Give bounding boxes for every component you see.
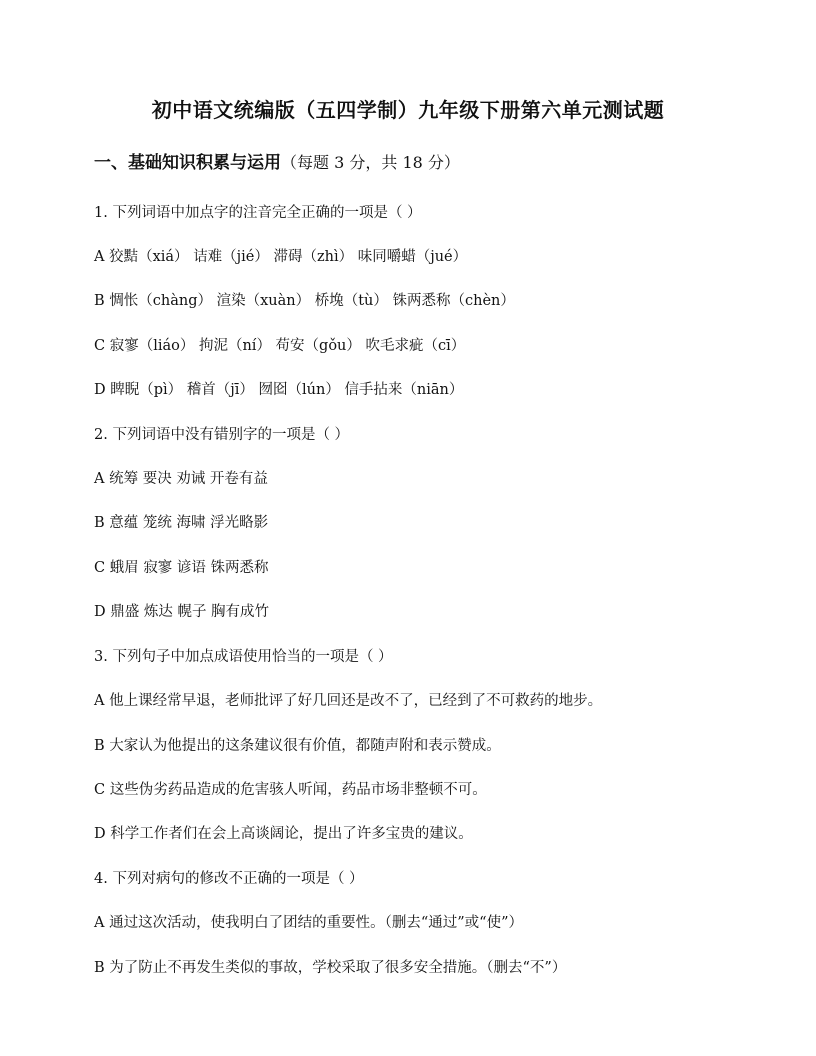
question-3-option-a: A 他上课经常早退，老师批评了好几回还是改不了，已经到了不可救药的地步。 <box>94 693 603 709</box>
question-2-option-c: C 蛾眉 寂寥 谚语 铢两悉称 <box>94 560 269 576</box>
question-3-option-d: D 科学工作者们在会上高谈阔论，提出了许多宝贵的建议。 <box>94 826 473 842</box>
question-3-stem: 3. 下列句子中加点成语使用恰当的一项是（ ） <box>94 649 393 665</box>
question-1-option-c: C 寂寥（liáo） 拘泥（ní） 苟安（gǒu） 吹毛求疵（cī） <box>94 338 466 354</box>
question-4-option-a: A 通过这次活动，使我明白了团结的重要性。（删去“通过”或“使”） <box>94 915 523 931</box>
question-1-option-b: B 惆怅（chàng） 渲染（xuàn） 桥堍（tù） 铢两悉称（chèn） <box>94 293 515 309</box>
section-score-note: （每题 3 分，共 18 分） <box>281 153 460 172</box>
question-1-option-d: D 睥睨（pì） 稽首（jī） 囫囵（lún） 信手拈来（niān） <box>94 382 464 398</box>
question-4-option-b: B 为了防止不再发生类似的事故，学校采取了很多安全措施。（删去“不”） <box>94 960 567 976</box>
question-3-option-c: C 这些伪劣药品造成的危害骇人听闻，药品市场非整顿不可。 <box>94 782 487 798</box>
section-heading <box>94 148 460 173</box>
question-2-option-a: A 统筹 要决 劝诫 开卷有益 <box>94 471 268 487</box>
question-2-option-b: B 意蕴 笼统 海啸 浮光略影 <box>94 515 269 531</box>
page-title: 初中语文统编版（五四学制）九年级下册第六单元测试题 <box>151 98 665 122</box>
question-1-option-a: A 狡黠（xiá） 诘难（jié） 滞碍（zhì） 味同嚼蜡（jué） <box>94 249 468 265</box>
section-heading-label: 一、基础知识积累与运用 <box>94 153 281 173</box>
question-1-stem: 1. 下列词语中加点字的注音完全正确的一项是（ ） <box>94 205 422 221</box>
question-3-option-b: B 大家认为他提出的这条建议很有价值，都随声附和表示赞成。 <box>94 738 501 754</box>
question-2-option-d: D 鼎盛 炼达 幌子 胸有成竹 <box>94 604 270 620</box>
question-2-stem: 2. 下列词语中没有错别字的一项是（ ） <box>94 427 350 443</box>
question-4-stem: 4. 下列对病句的修改不正确的一项是（ ） <box>94 871 364 887</box>
